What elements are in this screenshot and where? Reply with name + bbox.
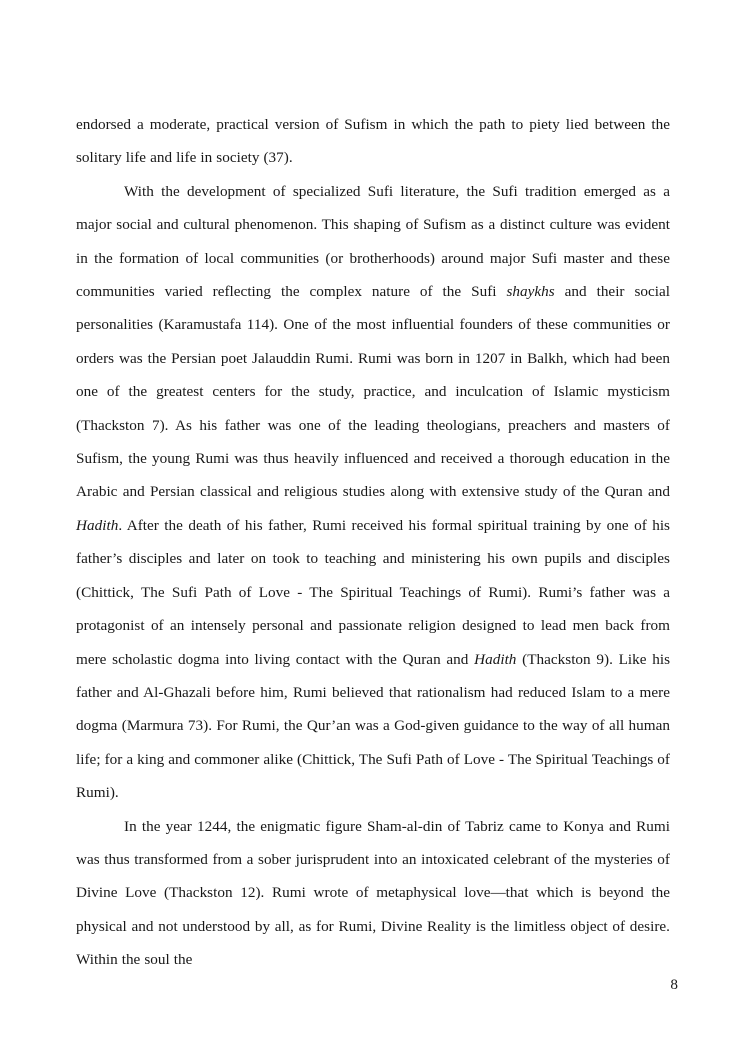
paragraph [76, 108, 670, 175]
text-run: endorsed a moderate, practical version of Sufism in which the path to piety lied between the solitary life and life in society (37). [76, 116, 670, 167]
italic-term: Hadith [474, 650, 517, 668]
text-run: With the development of specialized Sufi literature, the Sufi tradition emerged as a major social and cultural phenomenon. This shaping of Sufism as a distinct culture was evident in the formation of local communities (or brotherhoods) around major Sufi master and these communities varied reflecting the complex nature of the Sufi [76, 182, 670, 301]
text-run: In the year 1244, the enigmatic figure Sham-al-din of Tabriz came to Konya and Rumi was thus transformed from a sober jurisprudent into an intoxicated celebrant of the mysteries of Divine Love (Thackston 12). Rumi wrote of metaphysical love—that which is beyond the physical and not understood by all, as for Rumi, Divine Reality is the limitless object of desire. Within the soul the [76, 817, 670, 969]
paragraph [76, 810, 670, 977]
italic-term: shaykhs [506, 283, 555, 301]
text-run: and their social personalities (Karamustafa 114). One of the most influential founders of these communities or orders was the Persian poet Jalauddin Rumi. Rumi was born in 1207 in Balkh, which had been one of the greatest centers for the study, practice, and inculcation of Islamic mysticism (Thackston 7). As his father was one of the leading theologians, preachers and masters of Sufism, the young Rumi was thus heavily influenced and received a thorough education in the Arabic and Persian classical and religious studies along with extensive study of the Quran and [76, 283, 671, 501]
text-run: (Thackston 9). Like his father and Al-Ghazali before him, Rumi believed that rationalism had reduced Islam to a mere dogma (Marmura 73). For Rumi, the Qur’an was a God-given guidance to the way of all human life; for a king and commoner alike (Chittick, The Sufi Path of Love - The Spiritual Teachings of Rumi). [76, 650, 671, 802]
body-text-column [76, 108, 670, 977]
page-number: 8 [670, 976, 678, 993]
italic-term: Hadith [76, 516, 119, 534]
text-run: . After the death of his father, Rumi received his formal spiritual training by one of his father’s disciples and later on took to teaching and ministering his own pupils and disciples (Chittick, The Sufi Path of Love - The Spiritual Teachings of Rumi). Rumi’s father was a protagonist of an intensely personal and passionate religion designed to lead men back from mere scholastic dogma into living contact with the Quran and [76, 516, 670, 668]
paragraph [76, 175, 670, 810]
